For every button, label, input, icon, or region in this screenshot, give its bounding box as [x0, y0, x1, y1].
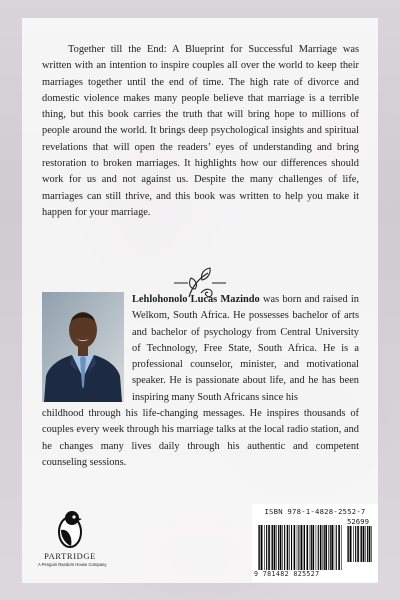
isbn-number: ISBN 978-1-4828-2552-7: [264, 507, 366, 516]
publisher-name: PARTRIDGE: [44, 551, 96, 561]
ean-barcode-bars: [258, 525, 342, 570]
author-bio-lead: was born and raised in Welkom, South Africa. He possesses bachelor of arts and bachelor of psychology from Central University of Technology, Free State, South Africa. He is a professional counselor, minister, and motivational speaker. He is passionate about life, and he has been inspiring many South Africans since his: [132, 294, 359, 403]
price-code: 52699: [347, 517, 369, 526]
isbn-barcode: [252, 504, 378, 582]
bird-logo-icon: [57, 506, 83, 550]
author-photo: [42, 292, 124, 402]
publisher-tagline: A Penguin Random House Company: [38, 562, 107, 567]
price-barcode-bars: [347, 526, 373, 562]
ean-digits: 9 781482 825527: [254, 570, 320, 578]
publisher-imprint: [38, 506, 107, 578]
author-name: Lehlohonolo Lucas Mazindo: [132, 294, 260, 305]
author-bio-continued: childhood through his life-changing messages. He inspires thousands of couples every week through his marriage talks at the local radio station, and he changes many lives daily through his authentic and competent counseling sessions.: [42, 408, 359, 468]
book-description: Together till the End: A Blueprint for Successful Marriage was written with an intention to inspire couples all over the world to keep their marriages together until the end of time. The high rate of divorce and domestic violence makes many people believe that marriage is a terrible thing, but this book carries the truth that will bring hope to millions of people around the world. It brings deep psychological insights and spiritual revelations that will open the readers’ eyes of understanding and bring restoration to broken marriages. It highlights how our differences should work for us and not against us. Despite the many challenges of life, marriages can still thrive, and this book was written to help you make it happen for your marriage.: [42, 44, 359, 218]
author-bio-intro: [132, 292, 359, 406]
